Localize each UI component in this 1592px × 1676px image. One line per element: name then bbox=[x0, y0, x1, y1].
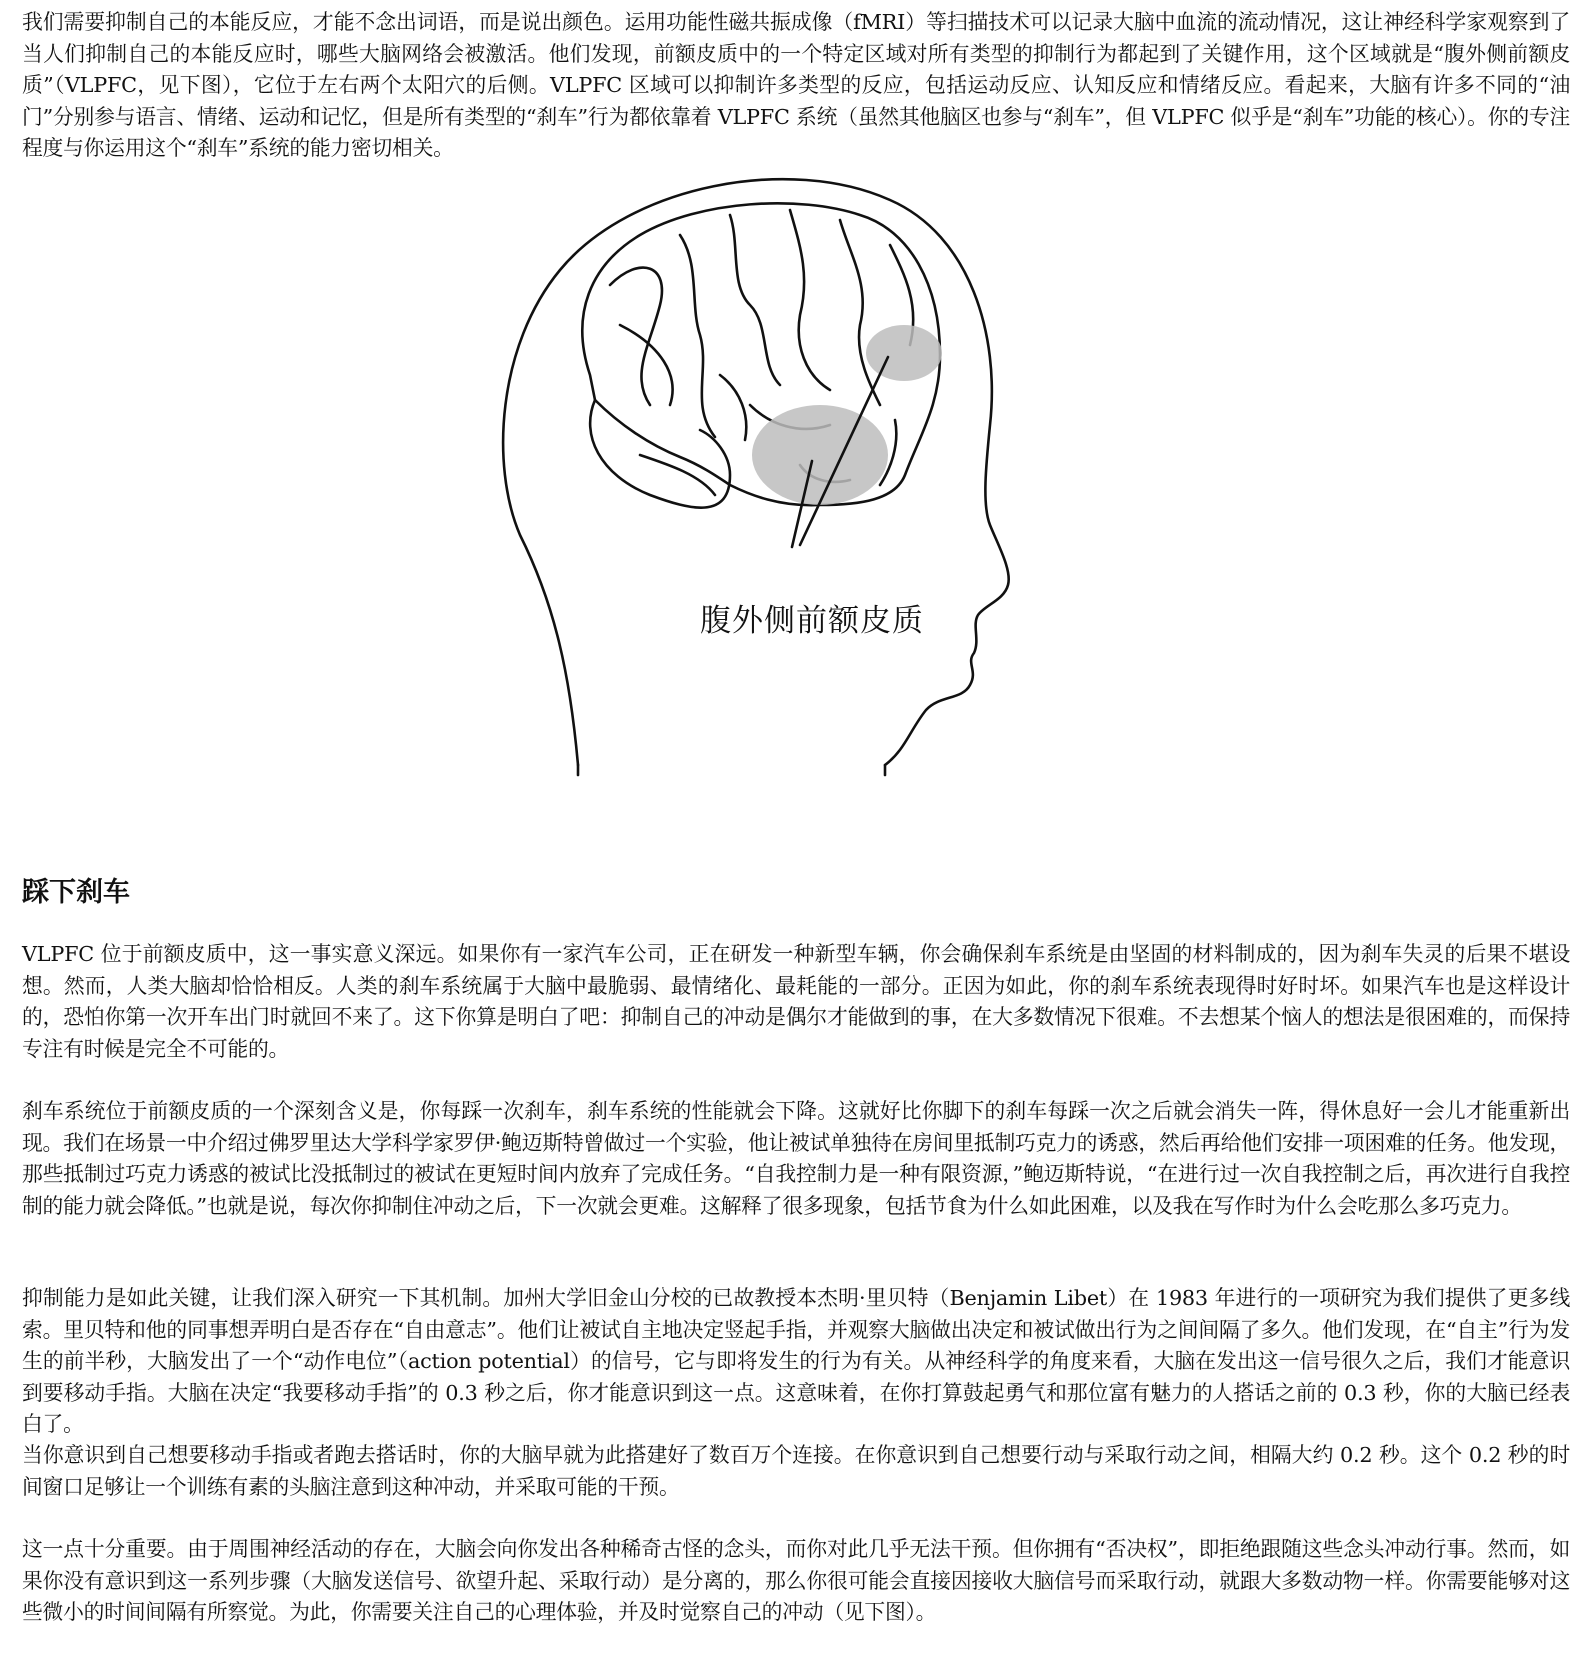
body-paragraph: 当你意识到自己想要移动手指或者跑去搭话时，你的大脑早就为此搭建好了数百万个连接。在你意识到自己想要行动与采取行动之间，相隔大约 0.2 秒。这个 0.2 秒的时间窗口足够让一个训练有素的头脑注意到这种冲动，并采取可能的干预。 bbox=[22, 1443, 1570, 1499]
body-paragraph: VLPFC 位于前额皮质中，这一事实意义深远。如果你有一家汽车公司，正在研发一种新型车辆，你会确保刹车系统是由坚固的材料制成的，因为刹车失灵的后果不堪设想。然而，人类大脑却恰恰相反。人类的刹车系统属于大脑中最脆弱、最情绪化、最耗能的一部分。正因为如此，你的刹车系统表现得时好时坏。如果汽车也是这样设计的，恐怕你第一次开车出门时就回不来了。这下你算是明白了吧：抑制自己的冲动是偶尔才能做到的事，在大多数情况下很难。不去想某个恼人的想法是很困难的，而保持专注有时候是完全不可能的。 bbox=[22, 942, 1570, 1061]
vlpfc-upper-region bbox=[866, 325, 942, 381]
section-heading: 踩下刹车 bbox=[22, 877, 130, 908]
intro-paragraph: 我们需要抑制自己的本能反应，才能不念出词语，而是说出颜色。运用功能性磁共振成像（fMRI）等扫描技术可以记录大脑中血流的流动情况，这让神经科学家观察到了当人们抑制自己的本能反应时，哪些大脑网络会被激活。他们发现，前额皮质中的一个特定区域对所有类型的抑制行为都起到了关键作用，这个区域就是“腹外侧前额皮质”（VLPFC，见下图），它位于左右两个太阳穴的后侧。VLPFC 区域可以抑制许多类型的反应，包括运动反应、认知反应和情绪反应。看起来，大脑有许多不同的“油门”分别参与语言、情绪、运动和记忆，但是所有类型的“刹车”行为都依靠着 VLPFC 系统（虽然其他脑区也参与“刹车”，但 VLPFC 似乎是“刹车”功能的核心）。你的专注程度与你运用这个“刹车”系统的能力密切相关。 bbox=[22, 10, 1570, 160]
figure-caption: 腹外侧前额皮质 bbox=[700, 603, 924, 639]
brain-diagram bbox=[500, 175, 1060, 815]
body-paragraph: 这一点十分重要。由于周围神经活动的存在，大脑会向你发出各种稀奇古怪的念头，而你对此几乎无法干预。但你拥有“否决权”，即拒绝跟随这些念头冲动行事。然而，如果你没有意识到这一系列步骤（大脑发送信号、欲望升起、采取行动）是分离的，那么你很可能会直接因接收大脑信号而采取行动，就跟大多数动物一样。你需要能够对这些微小的时间间隔有所察觉。为此，你需要关注自己的心理体验，并及时觉察自己的冲动（见下图）。 bbox=[22, 1537, 1570, 1624]
vlpfc-lower-region bbox=[752, 405, 888, 505]
brain-illustration bbox=[500, 175, 1060, 815]
body-paragraph: 刹车系统位于前额皮质的一个深刻含义是，你每踩一次刹车，刹车系统的性能就会下降。这就好比你脚下的刹车每踩一次之后就会消失一阵，得休息好一会儿才能重新出现。我们在场景一中介绍过佛罗里达大学科学家罗伊·鲍迈斯特曾做过一个实验，他让被试单独待在房间里抵制巧克力的诱惑，然后再给他们安排一项困难的任务。他发现，那些抵制过巧克力诱惑的被试比没抵制过的被试在更短时间内放弃了完成任务。“自我控制力是一种有限资源，”鲍迈斯特说，“在进行过一次自我控制之后，再次进行自我控制的能力就会降低。”也就是说，每次你抑制住冲动之后，下一次就会更难。这解释了很多现象，包括节食为什么如此困难，以及我在写作时为什么会吃那么多巧克力。 bbox=[22, 1099, 1570, 1218]
head-outline bbox=[503, 179, 1009, 765]
body-paragraph: 抑制能力是如此关键，让我们深入研究一下其机制。加州大学旧金山分校的已故教授本杰明·里贝特（Benjamin Libet）在 1983 年进行的一项研究为我们提供了更多线索。里贝特和他的同事想弄明白是否存在“自由意志”。他们让被试自主地决定竖起手指，并观察大脑做出决定和被试做出行为之间间隔了多久。他们发现，在“自主”行为发生的前半秒，大脑发出了一个“动作电位”（action potential）的信号，它与即将发生的行为有关。从神经科学的角度来看，大脑在发出这一信号很久之后，我们才能意识到要移动手指。大脑在决定“我要移动手指”的 0.3 秒之后，你才能意识到这一点。这意味着，在你打算鼓起勇气和那位富有魅力的人搭话之前的 0.3 秒，你的大脑已经表白了。 bbox=[22, 1286, 1570, 1436]
